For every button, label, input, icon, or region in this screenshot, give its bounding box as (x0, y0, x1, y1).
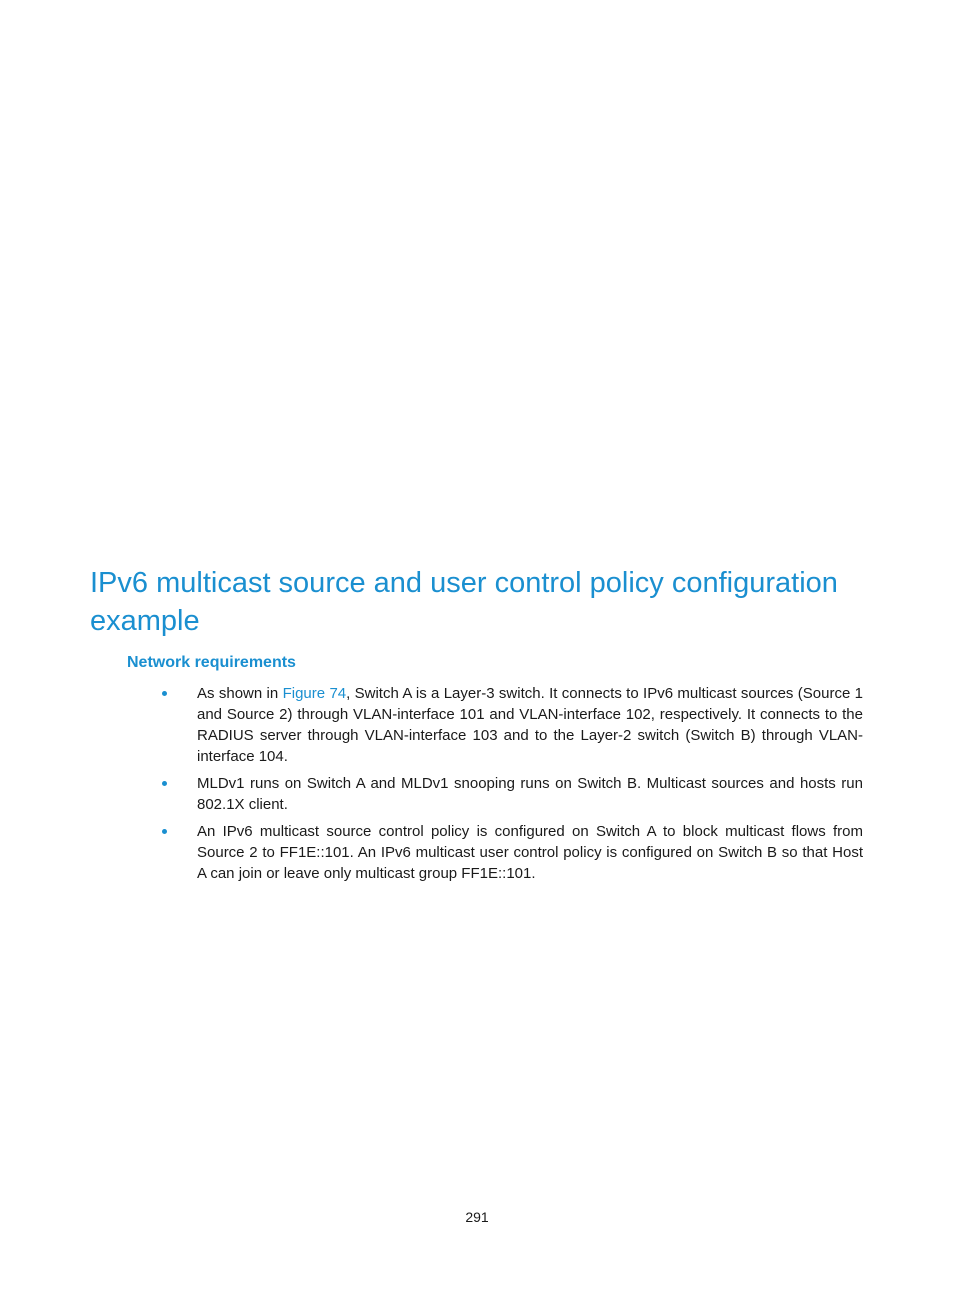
page-number: 291 (465, 1209, 489, 1225)
figure-link[interactable]: Figure 74 (282, 685, 347, 702)
page-title: IPv6 multicast source and user control policy configuration example (90, 567, 838, 637)
bullet-icon (162, 691, 167, 696)
list-item (160, 821, 863, 884)
bullet-icon (162, 829, 167, 834)
list-item-text-prefix: As shown in (197, 685, 283, 702)
list-item-text-suffix: , Switch A is a Layer-3 switch. It connects to IPv6 multicast sources (Source 1 and Source 2) through VLAN-interface 101 and VLAN-interface 102, respectively. It connects to the RADIUS server through VLAN-interface 103 and to the Layer-2 switch (Switch B) through VLAN-interface 104. (197, 685, 863, 765)
section-heading-network-requirements: Network requirements (127, 654, 296, 671)
list-item-text: An IPv6 multicast source control policy is configured on Switch A to block multicast flows from Source 2 to FF1E::101. An IPv6 multicast user control policy is configured on Switch B so that Host A can join or leave only multicast group FF1E::101. (197, 823, 863, 882)
list-item (160, 773, 863, 815)
list-item-text: MLDv1 runs on Switch A and MLDv1 snooping runs on Switch B. Multicast sources and hosts run 802.1X client. (197, 775, 863, 813)
list-item (160, 683, 863, 767)
bullet-icon (162, 781, 167, 786)
requirements-list (160, 683, 863, 890)
